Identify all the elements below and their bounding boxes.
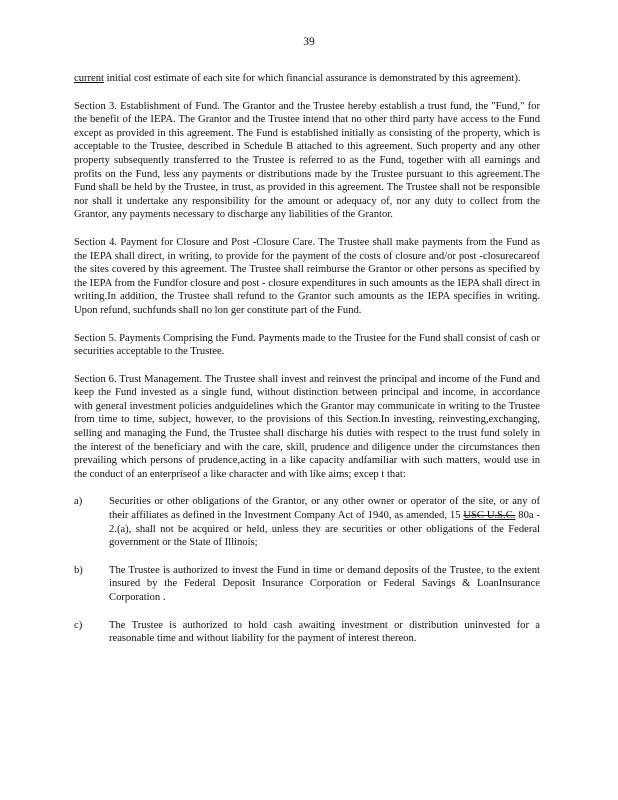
intro-underlined-word: current	[74, 73, 104, 84]
list-text-a-after: 80a - 2.(a), shall not be acquired or held, unless they are securities or other obligations of the Federal government or the State of Illinois;	[109, 510, 540, 549]
list-body-b: The Trustee is authorized to invest the Fund in time or demand deposits of the Trustee, to the extent insured by the Federal Deposit Insurance Corporation or Federal Savings & LoanInsurance Corporation .	[109, 564, 540, 603]
list-body-a	[109, 495, 540, 549]
list-label-a: a)	[74, 496, 83, 508]
list-item-c	[74, 619, 540, 646]
usc-strikethrough: USC U.S.C.	[463, 510, 516, 522]
list-text-a-before: Securities or other obligations of the Grantor, or any other owner or operator of the site, or any of their affiliates as defined in the Investment Company Act of 1940, as amended, 15	[109, 496, 540, 522]
section-3-paragraph: Section 3. Establishment of Fund. The Grantor and the Trustee hereby establish a trust fund, the "Fund," for the benefit of the IEPA. The Grantor and the Trustee intend that no other third party have access to the Fund except as provided in this agreement. The Fund is established initially as consisting of the property, which is acceptable to the Trustee, described in Schedule B attached to this agreement. Such property and any other property subsequently transferred to the Trustee is referred to as the Fund, together with all earnings and profits on the Fund, less any payments or distributions made by the Trustee pursuant to this agreement.The Fund shall be held by the Trustee, in trust, as provided in this agreement. The Trustee shall not be responsible nor shall it undertake any responsibility for the amount or adequacy of, nor any duty to collect from the Grantor, any payments necessary to discharge any liabilities of the Grantor.	[74, 100, 540, 221]
document-body	[74, 72, 540, 660]
list-label-b: b)	[74, 564, 83, 576]
list-label-c: c)	[74, 619, 83, 631]
section-5-paragraph: Section 5. Payments Comprising the Fund. Payments made to the Trustee for the Fund shall consist of cash or securities acceptable to the Trustee.	[74, 332, 540, 358]
list-item-b	[74, 564, 540, 605]
list-item-a	[74, 495, 540, 549]
section-6-paragraph: Section 6. Trust Management. The Trustee shall invest and reinvest the principal and income of the Fund and keep the Fund invested as a single fund, without distinction between principal and income, in accordance with general investment policies andguidelines which the Grantor may communicate in writing to the Trustee from time to time, subject, however, to the provisions of this Section.In investing, reinvesting,exchanging, selling and managing the Fund, the Trustee shall discharge his duties with respect to the trust fund solely in the interest of the beneficiary and with the care, skill, prudence and diligence under the circumstances then prevailing which persons of prudence,acting in a like capacity andfamiliar with such matters, would use in the conduct of an enterpriseof a like character and with like aims; excep t that:	[74, 373, 540, 480]
list-body-c: The Trustee is authorized to hold cash awaiting investment or distribution uninvested for a reasonable time and without liability for the payment of interest thereon.	[109, 619, 540, 645]
intro-paragraph	[74, 72, 540, 86]
page-number: 39	[303, 36, 315, 48]
section-4-paragraph: Section 4. Payment for Closure and Post -Closure Care. The Trustee shall make payments from the Fund as the IEPA shall direct, in writing, to provide for the payment of the costs of closure and/or post -closurecareof the sites covered by this agreement. The Trustee shall reimburse the Grantor or other persons as specified by the IEPA from the Fundfor closure and post - closure expenditures in such amounts as the IEPA shall direct in writing.In addition, the Trustee shall refund to the Grantor such amounts as the IEPA specifies in writing. Upon refund, suchfunds shall no lon ger constitute part of the Fund.	[74, 236, 540, 316]
intro-text: initial cost estimate of each site for which financial assurance is demonstrated by this agreement).	[104, 73, 521, 84]
